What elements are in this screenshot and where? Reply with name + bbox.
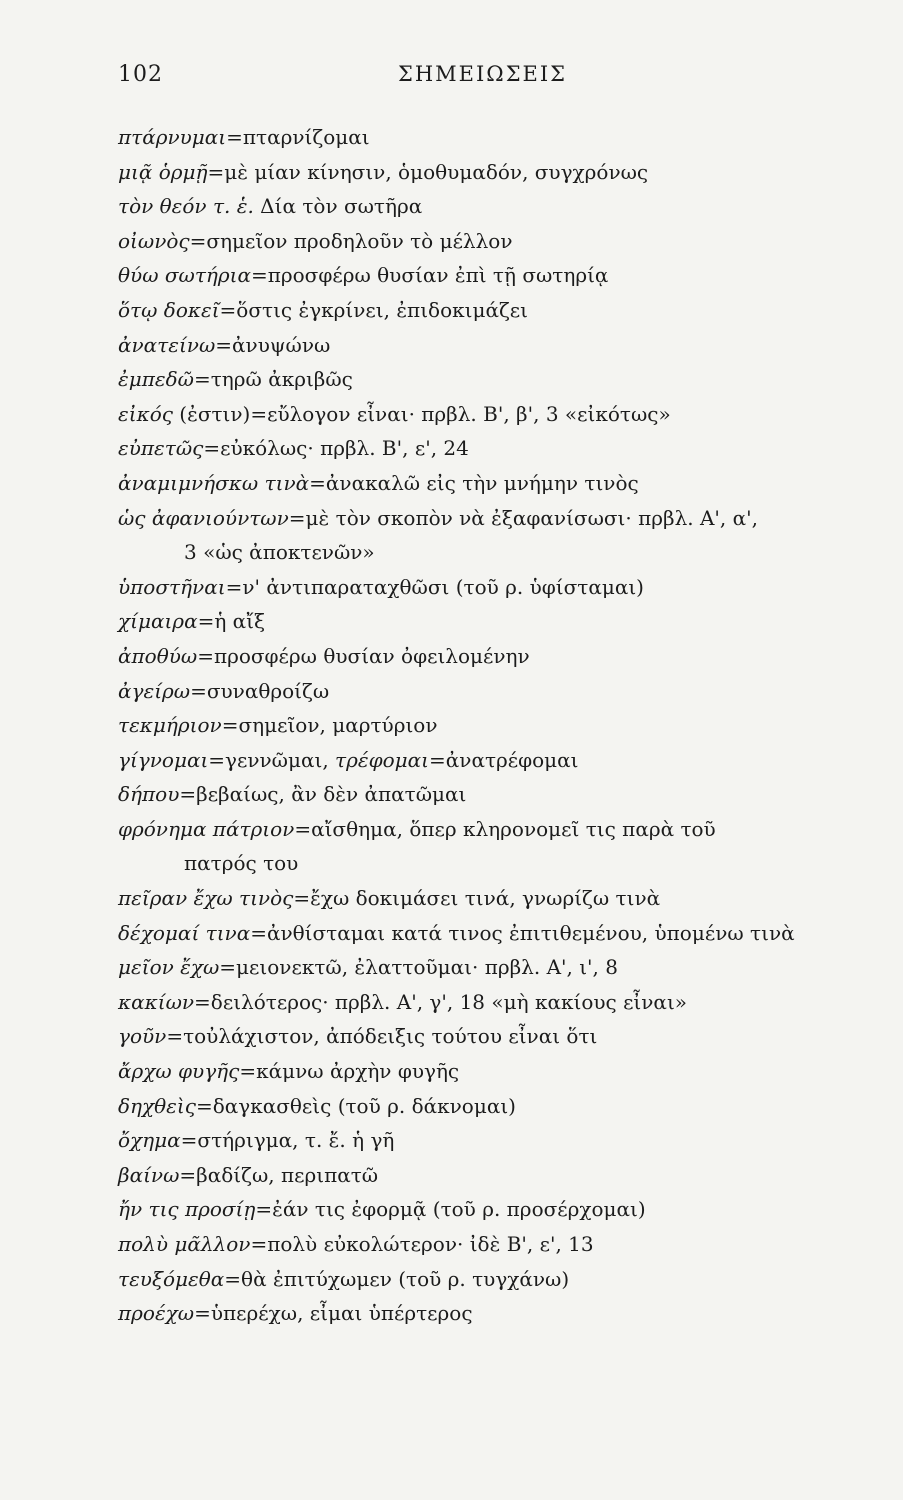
entry-definition: =αἴσθημα, ὅπερ κληρονομεῖ τις παρὰ τοῦ xyxy=(294,816,716,841)
entry-continuation: πατρός του xyxy=(184,851,299,876)
glossary-entry xyxy=(118,708,853,743)
entry-headword: ἀγείρω xyxy=(118,678,191,703)
entry-headword: ἀποθύω xyxy=(118,643,198,668)
entry-definition: =βαδίζω, περιπατῶ xyxy=(179,1162,379,1187)
entry-definition: =ἀνακαλῶ εἰς τὴν μνήμην τινὸς xyxy=(309,470,639,495)
glossary-entry xyxy=(118,881,853,916)
entry-headword-secondary: τρέφομαι xyxy=(328,747,430,772)
glossary-entry xyxy=(118,328,853,363)
entry-definition: =γεννῶμαι, xyxy=(208,747,329,772)
entry-headword: πεῖραν ἔχω τινὸς xyxy=(118,886,294,911)
page-header xyxy=(118,62,783,96)
entry-headword: γίγνομαι xyxy=(118,747,209,772)
glossary-entry xyxy=(118,916,853,951)
entry-headword: μεῖον ἔχω xyxy=(118,955,220,980)
entry-definition: =ἔχω δοκιμάσει τινά, γνωρίζω τινὰ xyxy=(293,886,661,911)
glossary-list xyxy=(118,120,853,1331)
running-title: ΣΗΜΕΙΩΣΕΙΣ xyxy=(398,62,568,86)
glossary-entry xyxy=(118,985,853,1020)
glossary-entry xyxy=(118,1054,853,1089)
glossary-entry xyxy=(118,1019,853,1054)
glossary-entry xyxy=(118,1296,853,1331)
glossary-entry xyxy=(118,674,853,709)
entry-definition: =προσφέρω θυσίαν ὀφειλομένην xyxy=(197,643,530,668)
entry-definition: =τοὐλάχιστον, ἀπόδειξις τούτου εἶναι ὅτι xyxy=(166,1024,598,1049)
glossary-entry xyxy=(118,397,853,432)
entry-definition: =μὲ μίαν κίνησιν, ὁμοθυμαδόν, συγχρόνως xyxy=(207,159,649,184)
entry-headword: τὸν θεόν τ. ἑ. xyxy=(118,194,254,219)
entry-definition: =πολὺ εὐκολώτερον· ἰδὲ Β', ε', 13 xyxy=(250,1232,594,1256)
entry-headword: ἤν τις προσίῃ xyxy=(118,1197,256,1222)
entry-headword: ὅτῳ δοκεῖ xyxy=(118,297,220,322)
glossary-entry xyxy=(118,189,853,224)
glossary-entry xyxy=(118,777,853,812)
page-number: 102 xyxy=(118,62,163,87)
entry-headword: φρόνημα πάτριον xyxy=(118,816,295,841)
entry-headword: τευξόμεθα xyxy=(118,1266,225,1291)
entry-definition: =στήριγμα, τ. ἔ. ἡ γῆ xyxy=(180,1128,395,1153)
glossary-entry xyxy=(118,639,853,674)
glossary-entry xyxy=(118,950,853,985)
entry-definition: =ὅστις ἐγκρίνει, ἐπιδοκιμάζει xyxy=(219,297,529,322)
entry-headword: πτάρνυμαι xyxy=(118,125,227,149)
entry-definition: =σημεῖον προδηλοῦν τὸ μέλλον xyxy=(189,228,513,253)
entry-headword: ἐμπεδῶ xyxy=(118,367,194,392)
entry-definition-secondary: =ἀνατρέφομαι xyxy=(429,747,579,772)
entry-headword: πολὺ μᾶλλον xyxy=(118,1232,251,1256)
entry-headword: εἰκός xyxy=(118,401,173,426)
entry-definition: =ἀνυψώνω xyxy=(215,332,331,357)
glossary-entry xyxy=(118,431,853,466)
glossary-entry xyxy=(118,1227,853,1262)
glossary-entry xyxy=(118,604,853,639)
entry-definition: =ν' ἀντιπαραταχθῶσι (τοῦ ρ. ὑφίσταμαι) xyxy=(225,574,644,599)
glossary-entry xyxy=(118,120,853,155)
entry-headword: δηχθεὶς xyxy=(118,1093,196,1118)
entry-headword: δήπου xyxy=(118,782,180,807)
entry-headword: χίμαιρα xyxy=(118,609,198,634)
entry-headword: ἀναμιμνήσκω τινὰ xyxy=(118,470,310,495)
entry-headword: βαίνω xyxy=(118,1162,180,1187)
glossary-entry xyxy=(118,1158,853,1193)
entry-definition: =προσφέρω θυσίαν ἐπὶ τῇ σωτηρίᾳ xyxy=(250,263,609,288)
entry-definition: =ἐάν τις ἐφορμᾷ (τοῦ ρ. προσέρχομαι) xyxy=(255,1197,646,1222)
entry-headword: ὡς ἀφανιούντων xyxy=(118,505,289,530)
glossary-entry xyxy=(118,224,853,259)
glossary-entry xyxy=(118,570,853,605)
entry-headword: θύω σωτήρια xyxy=(118,263,251,288)
glossary-entry xyxy=(118,1089,853,1124)
entry-continuation: 3 «ὡς ἀποκτενῶν» xyxy=(184,540,375,565)
glossary-entry xyxy=(118,293,853,328)
entry-definition: =σημεῖον, μαρτύριον xyxy=(221,713,438,738)
entry-headword: μιᾷ ὁρμῇ xyxy=(118,159,208,184)
glossary-entry xyxy=(118,812,853,881)
entry-headword: δέχομαί τινα xyxy=(118,920,251,945)
entry-definition: =μὲ τὸν σκοπὸν νὰ ἐξαφανίσωσι· πρβλ. Α', α', xyxy=(288,505,758,530)
entry-headword: ἄρχω φυγῆς xyxy=(118,1059,240,1084)
entry-definition: =δειλότερος· πρβλ. Α', γ', 18 «μὴ κακίους εἶναι» xyxy=(194,989,688,1014)
entry-headword: ἀνατείνω xyxy=(118,332,216,357)
glossary-entry xyxy=(118,155,853,190)
glossary-entry xyxy=(118,466,853,501)
glossary-entry xyxy=(118,1123,853,1158)
entry-definition: (ἐστιν)=εὔλογον εἶναι· πρβλ. Β', β', 3 «εἰκότως» xyxy=(172,401,671,426)
entry-headword: ὑποστῆναι xyxy=(118,574,226,599)
entry-headword: προέχω xyxy=(118,1301,195,1326)
entry-headword: τεκμήριον xyxy=(118,713,222,738)
entry-definition: =κάμνω ἀρχὴν φυγῆς xyxy=(239,1059,460,1084)
entry-definition: =εὐκόλως· πρβλ. Β', ε', 24 xyxy=(203,436,469,461)
glossary-entry xyxy=(118,258,853,293)
entry-definition: =θὰ ἐπιτύχωμεν (τοῦ ρ. τυγχάνω) xyxy=(224,1266,570,1291)
glossary-entry xyxy=(118,743,853,778)
entry-definition: =δαγκασθεὶς (τοῦ ρ. δάκνομαι) xyxy=(195,1093,516,1118)
entry-definition: =βεβαίως, ἂν δὲν ἀπατῶμαι xyxy=(179,782,467,807)
entry-definition: =ὑπερέχω, εἶμαι ὑπέρτερος xyxy=(194,1301,473,1326)
entry-definition: =μειονεκτῶ, ἐλαττοῦμαι· πρβλ. Α', ι', 8 xyxy=(219,955,618,980)
entry-headword: εὐπετῶς xyxy=(118,436,204,461)
glossary-entry xyxy=(118,362,853,397)
glossary-entry xyxy=(118,1262,853,1297)
entry-headword: γοῦν xyxy=(118,1024,167,1049)
entry-headword: κακίων xyxy=(118,989,195,1014)
entry-definition: =συναθροίζω xyxy=(190,678,330,703)
entry-definition: Δία τὸν σωτῆρα xyxy=(253,194,423,219)
entry-definition: =τηρῶ ἀκριβῶς xyxy=(193,367,353,392)
entry-headword: ὄχημα xyxy=(118,1128,181,1153)
entry-headword: οἰωνὸς xyxy=(118,228,190,253)
entry-definition: =ἡ αἴξ xyxy=(197,609,266,634)
entry-definition: =ἀνθίσταμαι κατά τινος ἐπιτιθεμένου, ὑπομένω τινὰ xyxy=(250,920,795,945)
glossary-entry xyxy=(118,501,853,570)
glossary-entry xyxy=(118,1192,853,1227)
entry-definition: =πταρνίζομαι xyxy=(226,125,370,149)
